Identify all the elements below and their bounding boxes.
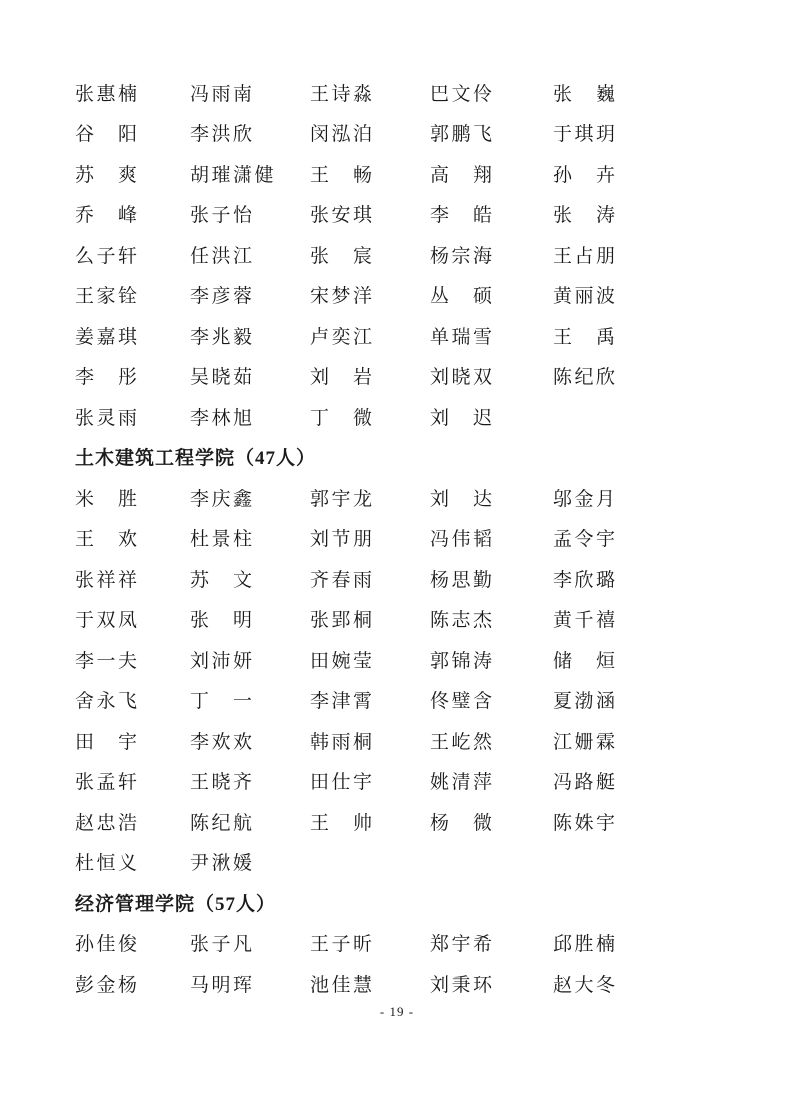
student-name: 杨思勤 [430, 569, 495, 591]
student-name: 李洪欣 [190, 124, 255, 146]
student-name: 王子昕 [310, 934, 375, 956]
student-name: 张安琪 [310, 205, 375, 227]
student-name: 单瑞雪 [430, 326, 495, 348]
student-name: 王屹然 [430, 731, 495, 753]
student-name: 张孟轩 [75, 772, 140, 794]
student-name: 张 涛 [553, 205, 618, 227]
student-name: 李津霄 [310, 691, 375, 713]
student-name: 黄千禧 [553, 610, 618, 632]
student-name: 巴文伶 [430, 83, 495, 105]
student-name: 孙佳俊 [75, 934, 140, 956]
student-name: 丁 微 [310, 407, 375, 429]
student-name: 张祥祥 [75, 569, 140, 591]
name-row [75, 720, 754, 761]
name-row [75, 396, 754, 437]
student-name: 乔 峰 [75, 205, 140, 227]
student-name: 孙 卉 [553, 164, 618, 186]
student-name: 储 烜 [553, 650, 618, 672]
student-name: 黄丽波 [553, 286, 618, 308]
student-name: 李欣璐 [553, 569, 618, 591]
student-name: 李 皓 [430, 205, 495, 227]
student-name: 邱胜楠 [553, 934, 618, 956]
student-name: 闵泓泊 [310, 124, 375, 146]
student-name: 杜景柱 [190, 529, 255, 551]
student-name: 王 欢 [75, 529, 140, 551]
student-name: 江姗霖 [553, 731, 618, 753]
student-name: 刘 达 [430, 488, 495, 510]
student-name: 杜恒义 [75, 853, 140, 875]
student-name: 李兆毅 [190, 326, 255, 348]
student-name: 齐春雨 [310, 569, 375, 591]
student-name: 高 翔 [430, 164, 495, 186]
name-row [75, 599, 754, 640]
student-name: 郭锦涛 [430, 650, 495, 672]
student-name: 邬金月 [553, 488, 618, 510]
student-name: 陈纪航 [190, 812, 255, 834]
name-row [75, 923, 754, 964]
student-name: 姚清萍 [430, 772, 495, 794]
student-name: 李一夫 [75, 650, 140, 672]
student-name: 任洪江 [190, 245, 255, 267]
name-row [75, 801, 754, 842]
student-name: 杨宗海 [430, 245, 495, 267]
student-name: 刘沛妍 [190, 650, 255, 672]
student-name: 赵忠浩 [75, 812, 140, 834]
student-name: 李欢欢 [190, 731, 255, 753]
section-header-line [75, 437, 754, 478]
student-name: 冯路艇 [553, 772, 618, 794]
name-row [75, 680, 754, 721]
student-name: 冯雨南 [190, 83, 255, 105]
student-name: 米 胜 [75, 488, 140, 510]
student-name: 李彦蓉 [190, 286, 255, 308]
student-name: 陈志杰 [430, 610, 495, 632]
student-name: 李 彤 [75, 367, 140, 389]
student-name: 舍永飞 [75, 691, 140, 713]
student-name: 王诗淼 [310, 83, 375, 105]
student-name: 郭宇龙 [310, 488, 375, 510]
student-name: 张 明 [190, 610, 255, 632]
student-name: 姜嘉琪 [75, 326, 140, 348]
student-name: 张惠楠 [75, 83, 140, 105]
student-name: 丛 硕 [430, 286, 495, 308]
student-name: 王晓齐 [190, 772, 255, 794]
student-name: 李林旭 [190, 407, 255, 429]
student-name: 胡璀潇健 [190, 164, 277, 186]
student-name: 于双凤 [75, 610, 140, 632]
name-row [75, 963, 754, 1004]
student-name: 冯伟韬 [430, 529, 495, 551]
student-name: 李庆鑫 [190, 488, 255, 510]
student-name: 刘 迟 [430, 407, 495, 429]
name-row [75, 518, 754, 559]
name-list-content [75, 72, 754, 1004]
student-name: 陈纪欣 [553, 367, 618, 389]
student-name: 么子轩 [75, 245, 140, 267]
student-name: 杨 微 [430, 812, 495, 834]
student-name: 张灵雨 [75, 407, 140, 429]
section-header-line [75, 882, 754, 923]
student-name: 王占朋 [553, 245, 618, 267]
student-name: 陈姝宇 [553, 812, 618, 834]
student-name: 佟璧含 [430, 691, 495, 713]
student-name: 田婉莹 [310, 650, 375, 672]
student-name: 赵大冬 [553, 974, 618, 996]
name-row [75, 761, 754, 802]
student-name: 卢奕江 [310, 326, 375, 348]
name-row [75, 356, 754, 397]
student-name: 张郢桐 [310, 610, 375, 632]
student-name: 孟令宇 [553, 529, 618, 551]
student-name: 苏 文 [190, 569, 255, 591]
name-row [75, 194, 754, 235]
student-name: 王 禹 [553, 326, 618, 348]
student-name: 池佳慧 [310, 974, 375, 996]
page-number: - 19 - [379, 1004, 415, 1019]
student-name: 谷 阳 [75, 124, 140, 146]
student-name: 苏 爽 [75, 164, 140, 186]
section-header: 经济管理学院（57人） [75, 893, 277, 915]
name-row [75, 315, 754, 356]
name-row [75, 842, 754, 883]
student-name: 马明珲 [190, 974, 255, 996]
student-name: 丁 一 [190, 691, 255, 713]
name-row [75, 639, 754, 680]
student-name: 张 巍 [553, 83, 618, 105]
student-name: 王 畅 [310, 164, 375, 186]
name-row [75, 153, 754, 194]
student-name: 张子怡 [190, 205, 255, 227]
student-name: 张子凡 [190, 934, 255, 956]
name-row [75, 477, 754, 518]
name-row [75, 113, 754, 154]
student-name: 韩雨桐 [310, 731, 375, 753]
student-name: 王家铨 [75, 286, 140, 308]
student-name: 彭金杨 [75, 974, 140, 996]
student-name: 刘 岩 [310, 367, 375, 389]
student-name: 王 帅 [310, 812, 375, 834]
name-row [75, 558, 754, 599]
section-header: 土木建筑工程学院（47人） [75, 448, 317, 470]
student-name: 刘秉环 [430, 974, 495, 996]
student-name: 郭鹏飞 [430, 124, 495, 146]
student-name: 张 宸 [310, 245, 375, 267]
student-name: 田 宇 [75, 731, 140, 753]
student-name: 刘节朋 [310, 529, 375, 551]
student-name: 于琪玥 [553, 124, 618, 146]
name-row [75, 72, 754, 113]
name-row [75, 234, 754, 275]
student-name: 刘晓双 [430, 367, 495, 389]
student-name: 夏渤涵 [553, 691, 618, 713]
student-name: 郑宇希 [430, 934, 495, 956]
name-row [75, 275, 754, 316]
student-name: 吴晓茹 [190, 367, 255, 389]
student-name: 田仕宇 [310, 772, 375, 794]
student-name: 尹湫媛 [190, 853, 255, 875]
student-name: 宋梦洋 [310, 286, 375, 308]
